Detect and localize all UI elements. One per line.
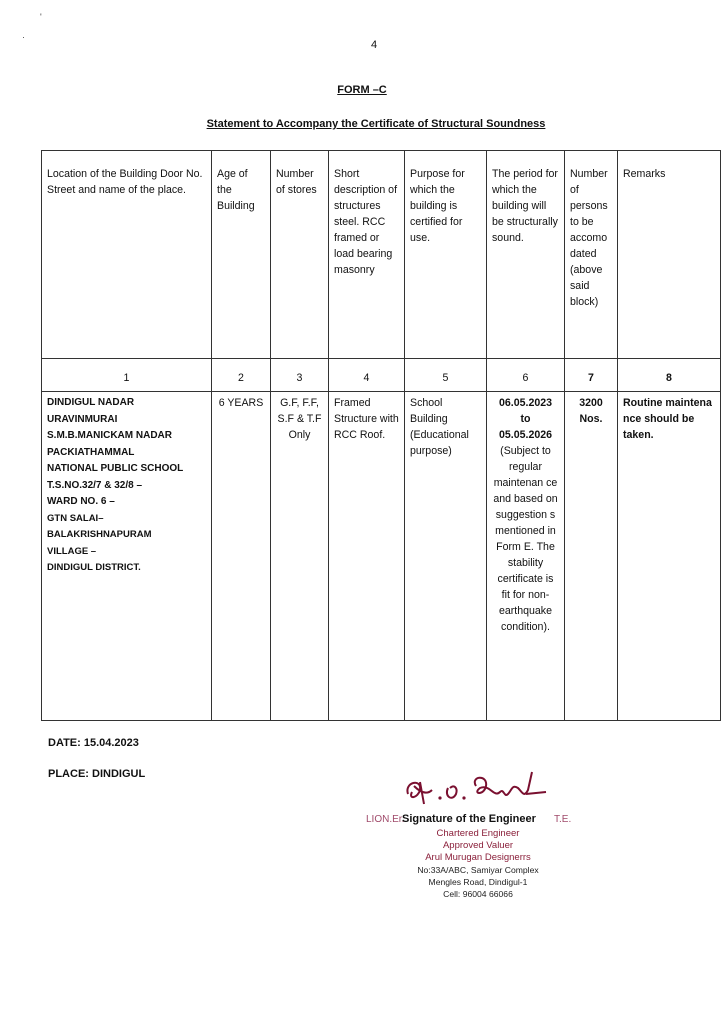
header-period: The period for which the building will be structurally sound.: [487, 151, 565, 359]
location-line: DINDIGUL DISTRICT.: [47, 562, 141, 573]
column-number: 1: [42, 359, 212, 392]
period-to-word: to: [520, 413, 531, 425]
period-note: (Subject to regular maintenan ce and based on suggestion s mentioned in Form E. The stability certificate is fit for non-earthquake condition).: [493, 445, 558, 633]
document-place: PLACE: DINDIGUL: [48, 768, 146, 780]
location-line: T.S.NO.32/7 & 32/8 –: [47, 479, 143, 491]
cell-location: [42, 392, 212, 721]
data-row: [42, 392, 721, 721]
handwritten-signature: [400, 764, 550, 814]
column-number: 3: [271, 359, 329, 392]
header-persons: Number of persons to be accomo dated (above said block): [565, 151, 618, 359]
column-number: 7: [565, 359, 618, 392]
structural-soundness-table: [41, 150, 721, 721]
stamp-line: Mengles Road, Dindigul-1: [428, 877, 528, 887]
location-line: DINDIGUL NADAR: [47, 397, 135, 408]
stamp-line: Arul Murugan Designerrs: [425, 852, 531, 863]
scan-mark: ·: [22, 32, 25, 42]
form-title: FORM –C: [337, 84, 387, 96]
stamp-line: Approved Valuer: [442, 840, 514, 851]
location-line: PACKIATHAMMAL: [47, 446, 135, 458]
scan-mark: ': [40, 12, 42, 22]
form-subtitle: Statement to Accompany the Certificate of Structural Soundness: [206, 118, 546, 130]
stamp-line: No:33A/ABC, Samiyar Complex: [417, 865, 539, 875]
stamp-line: Cell: 96004 66066: [443, 889, 513, 899]
period-from: 06.05.2023: [498, 397, 553, 409]
location-line: GTN SALAI–: [47, 512, 104, 524]
column-number: 6: [487, 359, 565, 392]
page-number: 4: [371, 39, 378, 51]
stamp-name: LION.Er.: [366, 814, 405, 825]
location-line: WARD NO. 6 –: [47, 496, 115, 507]
header-description: Short description of structures steel. RCC framed or load bearing masonry: [329, 151, 405, 359]
cell-remarks: Routine maintena nce should be taken.: [618, 392, 721, 721]
column-number: 5: [405, 359, 487, 392]
header-row: [42, 151, 721, 359]
column-number-row: [42, 359, 721, 392]
stamp-line: Chartered Engineer: [436, 828, 520, 839]
signature-label: Signature of the Engineer: [402, 813, 536, 825]
header-remarks: Remarks: [618, 151, 721, 359]
period-to: 05.05.2026: [498, 429, 553, 441]
document-date: DATE: 15.04.2023: [48, 737, 139, 749]
location-line: NATIONAL PUBLIC SCHOOL: [47, 463, 184, 474]
cell-period: [487, 392, 565, 721]
location-line: VILLAGE –: [47, 545, 97, 557]
column-number: 8: [618, 359, 721, 392]
stamp-name-suffix: T.E.: [554, 814, 572, 825]
cell-persons: 3200 Nos.: [565, 392, 618, 721]
location-line: S.M.B.MANICKAM NADAR: [47, 430, 172, 441]
column-number: 2: [212, 359, 271, 392]
column-number: 4: [329, 359, 405, 392]
engineer-stamp: [360, 814, 596, 900]
header-purpose: Purpose for which the building is certified for use.: [405, 151, 487, 359]
cell-stores: G.F, F.F, S.F & T.F Only: [271, 392, 329, 721]
header-age: Age of the Building: [212, 151, 271, 359]
cell-age: 6 YEARS: [212, 392, 271, 721]
location-line: URAVINMURAI: [47, 413, 118, 425]
header-location: Location of the Building Door No. Street and name of the place.: [42, 151, 212, 359]
location-line: BALAKRISHNAPURAM: [47, 529, 152, 540]
cell-purpose: School Building (Educational purpose): [405, 392, 487, 721]
header-stores: Number of stores: [271, 151, 329, 359]
cell-description: Framed Structure with RCC Roof.: [329, 392, 405, 721]
